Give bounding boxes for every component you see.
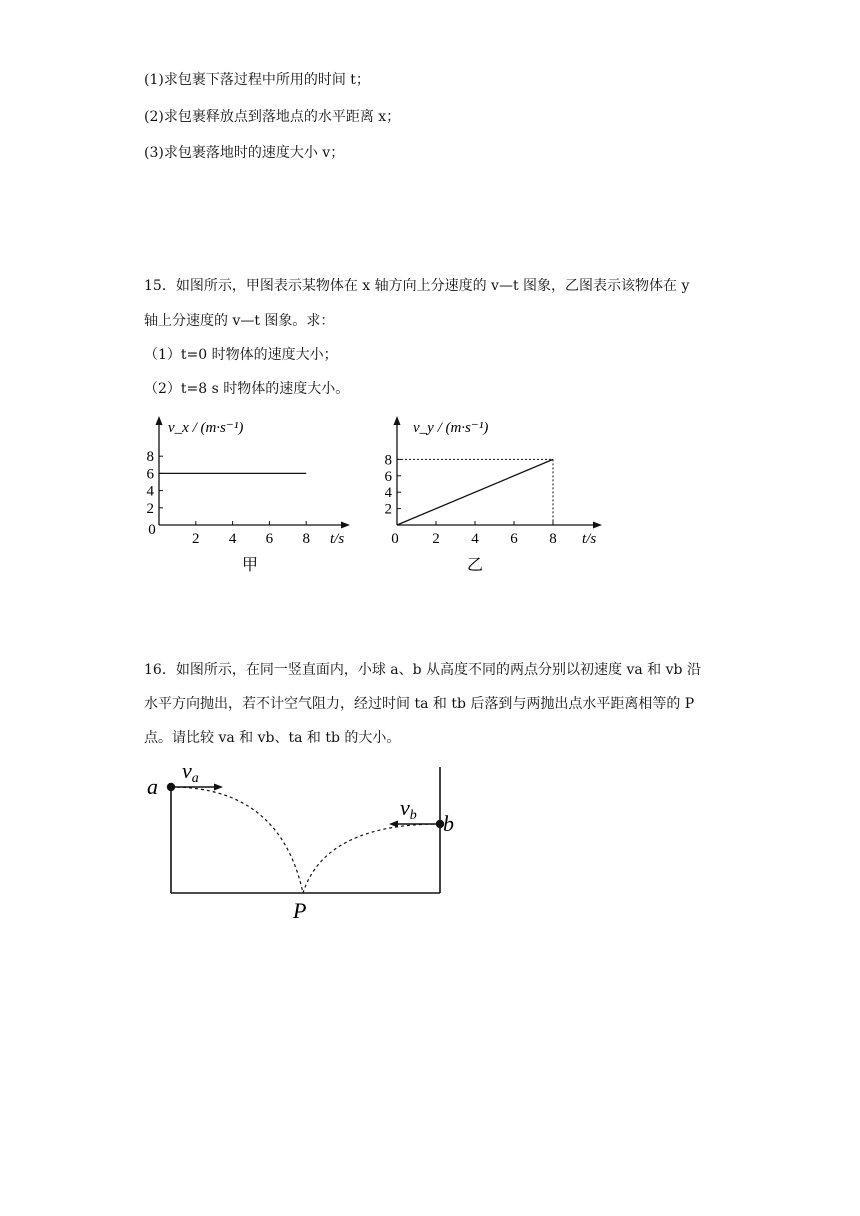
chart-jia-x-tick-label: 2 — [192, 531, 200, 547]
chart-jia-ylabel: v_x / (m·s⁻¹) — [168, 420, 244, 436]
trajectory-b — [303, 824, 440, 893]
chart-yi-x-tick-label: 6 — [510, 531, 518, 547]
chart-jia-y-arrow — [156, 416, 163, 425]
chart-jia-x-tick-label: 6 — [265, 531, 274, 547]
velocity-arrowhead-a — [214, 784, 223, 791]
chart-yi-x-tick-label: 8 — [549, 531, 557, 547]
chart-yi-x-tick-label: 0 — [391, 531, 399, 547]
q15-sub2: （2）t=8 s 时物体的速度大小。 — [144, 381, 350, 397]
label-a: a — [147, 774, 158, 799]
q16-line3: 点。请比较 va 和 vb、ta 和 tb 的大小。 — [144, 730, 401, 746]
trajectory-a — [171, 787, 303, 893]
chart-yi-xlabel: t/s — [582, 531, 597, 547]
chart-jia-y-tick-label: 4 — [146, 483, 154, 500]
chart-yi-series-line — [397, 459, 553, 525]
label-b: b — [443, 811, 454, 836]
q16-line2: 水平方向抛出，若不计空气阻力，经过时间 ta 和 tb 后落到与两抛出点水平距离相等的 P — [144, 696, 695, 712]
q15-stem-line2: 轴上分速度的 v—t 图象。求： — [144, 313, 335, 329]
label-P: P — [293, 898, 307, 923]
chart-yi-x-tick-label: 2 — [432, 531, 440, 547]
chart-jia-y-tick-label: 2 — [146, 500, 154, 517]
chart-jia — [140, 410, 360, 580]
chart-jia-x-tick-label: 8 — [302, 531, 310, 547]
chart-yi-caption: 乙 — [466, 557, 484, 574]
chart-jia-caption: 甲 — [241, 557, 259, 574]
chart-jia-xlabel: t/s — [330, 531, 345, 547]
q14-sub2: (2)求包裹释放点到落地点的水平距离 x； — [144, 109, 401, 125]
chart-yi-y-tick-label: 2 — [385, 501, 392, 518]
chart-jia-x-tick-label: 4 — [228, 531, 237, 547]
chart-yi-x-arrow — [593, 522, 602, 529]
q14-sub1: (1)求包裹下落过程中所用的时间 t； — [144, 72, 370, 88]
label-vb: vb — [400, 795, 417, 823]
chart-yi-y-tick-label: 8 — [385, 452, 392, 469]
chart-jia-origin-label: 0 — [148, 522, 156, 538]
chart-yi-x-tick-label: 4 — [471, 531, 479, 547]
chart-yi-y-tick-label: 4 — [385, 485, 392, 502]
q15-sub1: （1）t=0 时物体的速度大小； — [144, 347, 338, 363]
q14-sub3: (3)求包裹落地时的速度大小 v； — [144, 145, 345, 161]
chart-yi-y-tick-label: 6 — [385, 468, 392, 485]
q15-stem-line1: 15．如图所示，甲图表示某物体在 x 轴方向上分速度的 v—t 图象，乙图表示该物体在 y — [144, 278, 690, 294]
chart-jia-x-arrow — [341, 522, 350, 529]
chart-yi — [385, 410, 615, 580]
q16-line1: 16．如图所示，在同一竖直面内，小球 a、b 从高度不同的两点分别以初速度 va 和 vb 沿 — [144, 662, 701, 678]
velocity-arrowhead-b — [389, 821, 398, 828]
label-va: va — [182, 758, 199, 786]
chart-jia-y-tick-label: 6 — [146, 466, 154, 483]
chart-jia-y-tick-label: 8 — [146, 449, 154, 466]
chart-yi-ylabel: v_y / (m·s⁻¹) — [413, 420, 489, 436]
chart-yi-y-arrow — [394, 416, 401, 425]
projectile-figure — [140, 755, 480, 930]
